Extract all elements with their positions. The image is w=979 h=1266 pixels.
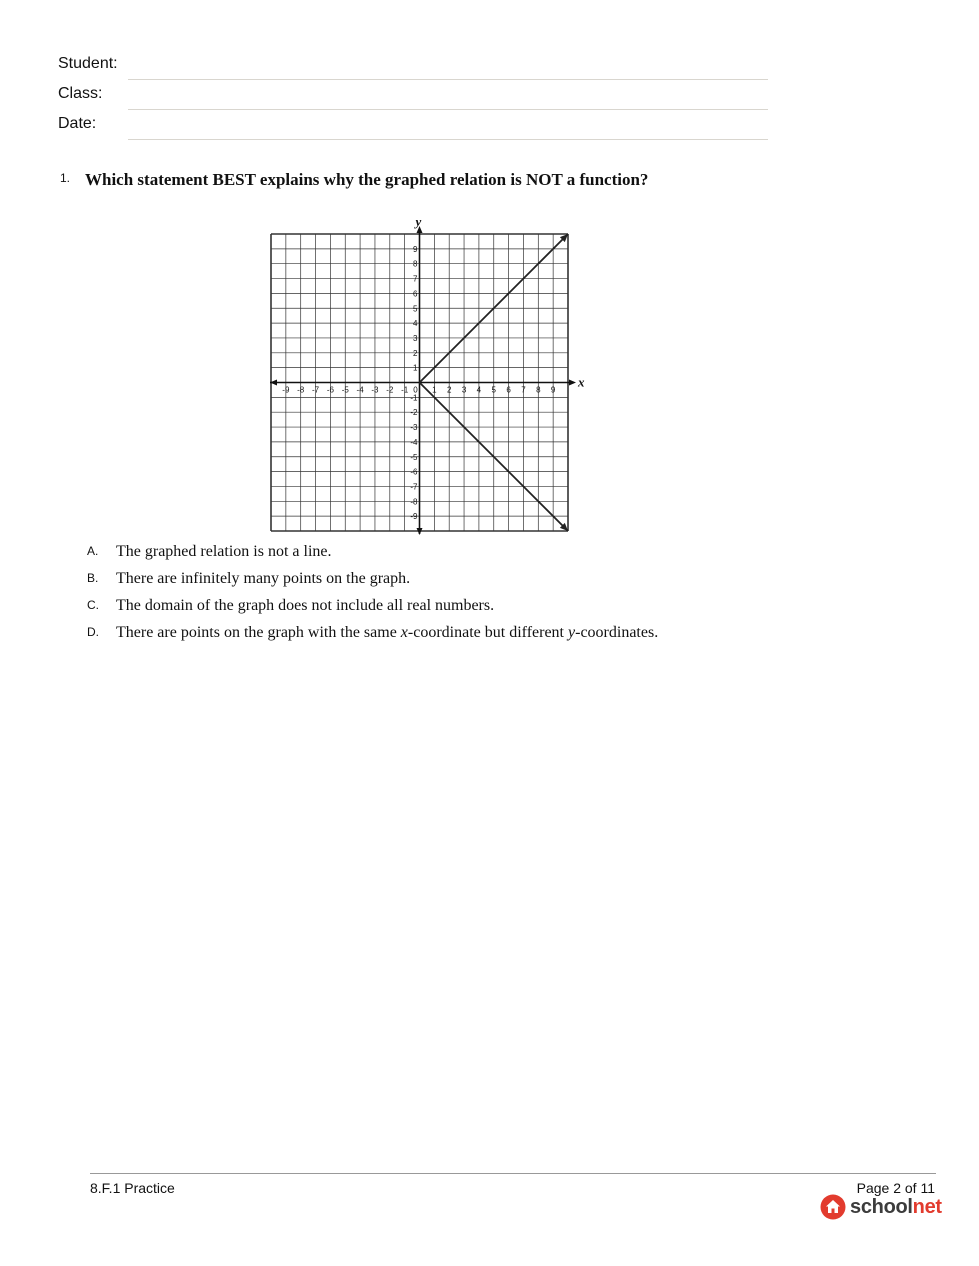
choice-letter: C. xyxy=(87,598,99,612)
y-tick-label: 6 xyxy=(413,289,418,299)
schoolnet-logo xyxy=(820,1194,942,1220)
y-tick-label: 9 xyxy=(413,244,418,254)
y-tick-label: 8 xyxy=(413,259,418,269)
choice-letter: D. xyxy=(87,625,99,639)
choice-text[interactable] xyxy=(116,597,494,615)
y-tick-label: -2 xyxy=(410,408,418,418)
x-tick-label: 0 xyxy=(413,385,418,395)
y-axis-label: y xyxy=(415,214,422,229)
x-tick-label: 9 xyxy=(550,385,556,395)
y-tick-label: -3 xyxy=(410,423,418,433)
x-tick-label: 2 xyxy=(446,385,452,395)
footer-title: 8.F.1 Practice xyxy=(90,1180,175,1196)
x-axis-arrow-right xyxy=(569,380,576,386)
x-tick-label: -3 xyxy=(371,385,379,395)
x-tick-label: -7 xyxy=(311,385,320,395)
y-tick-label: 4 xyxy=(413,319,418,329)
x-tick-label: 7 xyxy=(521,385,526,395)
logo-text-net: net xyxy=(912,1195,942,1218)
y-tick-label: 3 xyxy=(413,333,418,343)
x-tick-label: 1 xyxy=(432,385,437,395)
choice-text-part: There are infinitely many points on the graph. xyxy=(116,570,411,587)
class-line[interactable] xyxy=(128,109,768,110)
question-text: Which statement BEST explains why the graphed relation is NOT a function? xyxy=(85,170,649,189)
y-tick-label: -5 xyxy=(410,452,418,462)
x-axis-label: x xyxy=(578,374,585,390)
x-tick-label: -5 xyxy=(341,385,349,395)
choice-text-part: There are points on the graph with the same xyxy=(116,624,401,641)
choice-text[interactable] xyxy=(116,543,331,561)
y-tick-label: -4 xyxy=(410,437,418,447)
y-tick-label: -8 xyxy=(410,497,418,507)
y-tick-label: -7 xyxy=(410,482,418,492)
page-number: Page 2 of 11 xyxy=(856,1180,935,1196)
choice-letter: B. xyxy=(87,571,99,585)
student-line[interactable] xyxy=(128,79,768,80)
x-tick-label: 4 xyxy=(476,385,482,395)
question-number: 1. xyxy=(60,171,71,185)
y-tick-label: -9 xyxy=(410,512,418,522)
house-icon xyxy=(820,1194,846,1220)
x-tick-label: -9 xyxy=(282,385,290,395)
y-tick-label: 1 xyxy=(413,363,418,373)
date-label: Date: xyxy=(58,115,97,132)
class-label: Class: xyxy=(58,85,103,102)
x-tick-label: -1 xyxy=(401,385,409,395)
choice-text[interactable] xyxy=(116,624,658,642)
choice-text-part: -coordinate but different xyxy=(407,624,568,641)
choice-text[interactable] xyxy=(116,570,410,588)
date-line[interactable] xyxy=(128,139,768,140)
x-tick-label: 3 xyxy=(461,385,467,395)
footer-divider xyxy=(90,1173,936,1174)
y-tick-label: -1 xyxy=(410,393,418,403)
y-tick-label: 2 xyxy=(413,348,418,358)
x-tick-label: -6 xyxy=(326,385,334,395)
choice-text-part: -coordinates. xyxy=(575,624,659,641)
logo-text xyxy=(850,1196,942,1219)
x-tick-label: -8 xyxy=(297,385,305,395)
x-tick-label: 6 xyxy=(506,385,511,395)
y-tick-label: 7 xyxy=(413,274,418,284)
logo-text-school: school xyxy=(850,1195,913,1218)
student-label: Student: xyxy=(58,55,118,72)
choice-letter: A. xyxy=(87,544,99,558)
y-tick-label: 5 xyxy=(413,304,418,314)
choice-text-part: The graphed relation is not a line. xyxy=(116,543,332,560)
coordinate-graph xyxy=(262,212,592,537)
x-tick-label: 8 xyxy=(536,385,541,395)
x-tick-label: -2 xyxy=(386,385,394,395)
x-tick-label: -4 xyxy=(356,385,364,395)
choice-text-part: The domain of the graph does not include all real numbers. xyxy=(116,597,495,614)
choice-text-part: x xyxy=(400,624,408,641)
y-tick-label: -6 xyxy=(410,467,418,477)
x-tick-label: 5 xyxy=(491,385,496,395)
choice-text-part: y xyxy=(568,624,576,641)
